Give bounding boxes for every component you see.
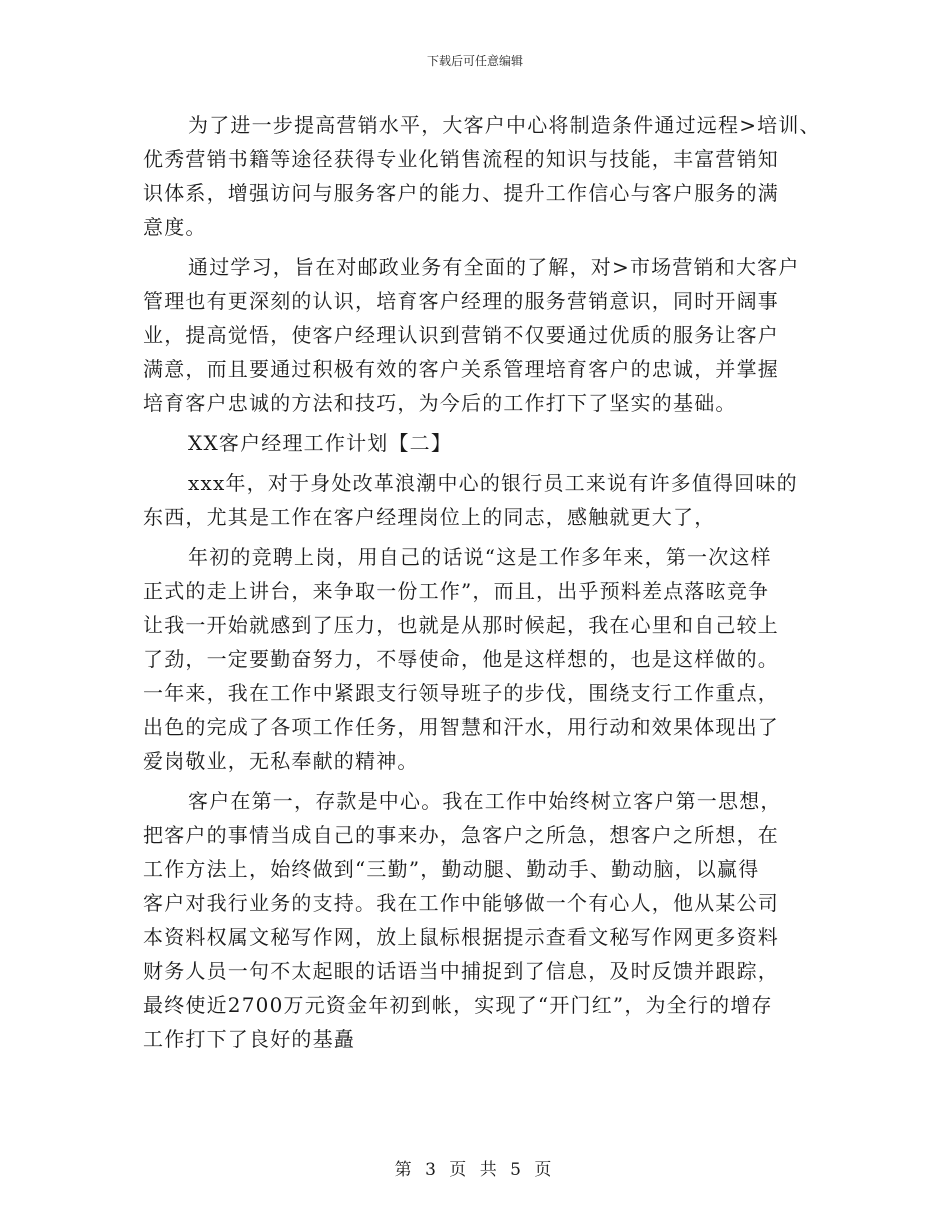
paragraph — [143, 108, 823, 244]
paragraph — [143, 466, 823, 534]
text-line: 出色的完成了各项工作任务，用智慧和汗水，用行动和效果体现出了 — [143, 715, 779, 739]
text-line: 满意，而且要通过积极有效的客户关系管理培育客户的忠诚，并掌握 — [143, 357, 779, 381]
text-line: 让我一开始就感到了压力，也就是从那时候起，我在心里和自己较上 — [143, 613, 779, 637]
document-body — [143, 108, 823, 1056]
text-line: 财务人员一句不太起眼的话语当中捕捉到了信息，及时反馈并跟踪， — [143, 959, 779, 983]
text-line: 优秀营销书籍等途径获得专业化销售流程的知识与技能，丰富营销知 — [143, 147, 779, 171]
page-number-footer: 第 3 页 共 5 页 — [394, 1160, 556, 1180]
text-line: 把客户的事情当成自己的事来办，急客户之所急，想客户之所想，在 — [143, 823, 779, 847]
text-line: 本资料权属文秘写作网，放上鼠标根据提示查看文秘写作网更多资料 — [143, 925, 779, 949]
paragraph — [143, 250, 823, 420]
paragraph — [143, 540, 823, 778]
text-line: 客户在第一，存款是中心。我在工作中始终树立客户第一思想， — [188, 789, 782, 813]
text-line: 识体系，增强访问与服务客户的能力、提升工作信心与客户服务的满 — [143, 181, 779, 205]
text-line: 工作打下了良好的基矗 — [143, 1027, 355, 1051]
text-line: 客户对我行业务的支持。我在工作中能够做一个有心人，他从某公司 — [143, 891, 779, 915]
text-line: 管理也有更深刻的认识，培育客户经理的服务营销意识，同时开阔事 — [143, 289, 779, 313]
text-line: 东西，尤其是工作在客户经理岗位上的同志，感触就更大了， — [143, 505, 716, 529]
text-line: 年初的竞聘上岗，用自己的话说“这是工作多年来，第一次这样 — [188, 545, 772, 569]
heading-line: XX客户经理工作计划【二】 — [188, 431, 453, 455]
text-line: 为了进一步提高营销水平，大客户中心将制造条件通过远程>培训、 — [188, 113, 821, 137]
text-line: 工作方法上，始终做到“三勤”，勤动腿、勤动手、勤动脑，以赢得 — [143, 857, 760, 881]
text-line: 意度。 — [143, 215, 207, 239]
text-line: xxx年，对于身处改革浪潮中心的银行员工来说有许多值得回味的 — [188, 471, 798, 495]
text-line: 正式的走上讲台，来争取一份工作”，而且，出乎预料差点落昡竞争 — [143, 579, 770, 603]
text-line: 业，提高觉悟，使客户经理认识到营销不仅要通过优质的服务让客户 — [143, 323, 779, 347]
text-line: 一年来，我在工作中紧跟支行领导班子的步伐，围绕支行工作重点， — [143, 681, 779, 705]
text-line: 培育客户忠诚的方法和技巧，为今后的工作打下了坚实的基础。 — [143, 391, 737, 415]
text-line: 最终使近2700万元资金年初到帐，实现了“开门红”，为全行的增存 — [143, 993, 773, 1017]
text-line: 了劲，一定要勤奋努力，不辱使命，他是这样想的，也是这样做的。 — [143, 647, 779, 671]
page-header: 下载后可任意编辑 — [426, 54, 523, 68]
text-line: 通过学习，旨在对邮政业务有全面的了解，对>市场营销和大客户 — [188, 255, 800, 279]
section-heading — [143, 426, 823, 460]
text-line: 爱岗敬业，无私奉献的精神。 — [143, 749, 419, 773]
paragraph — [143, 784, 823, 1056]
